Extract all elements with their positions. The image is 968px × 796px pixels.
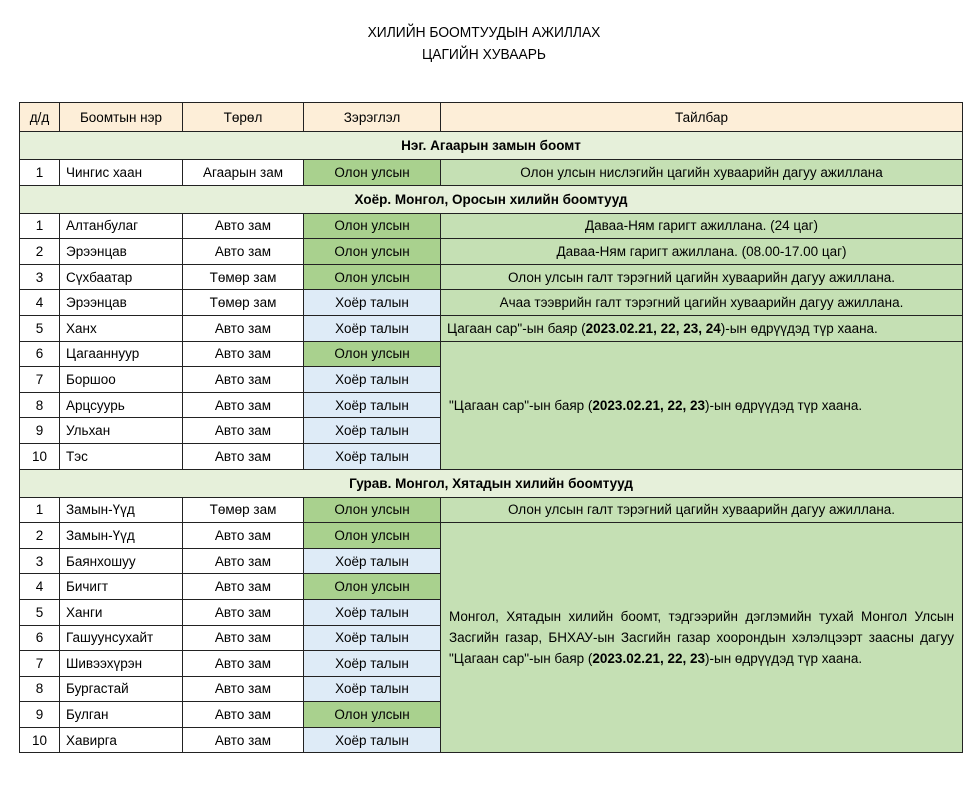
port-level: Олон улсын bbox=[304, 574, 441, 600]
port-level: Хоёр талын bbox=[304, 548, 441, 574]
port-note: Олон улсын нислэгийн цагийн хуваарийн дагуу ажиллана bbox=[441, 160, 963, 186]
note-text: "Цагаан сар"-ын баяр ( bbox=[449, 397, 593, 413]
note-dates: 2023.02.21, 22, 23, 24 bbox=[585, 320, 721, 336]
row-number: 6 bbox=[20, 341, 60, 367]
port-name: Хавирга bbox=[60, 727, 183, 753]
header-note: Тайлбар bbox=[441, 103, 963, 132]
port-level: Хоёр талын bbox=[304, 599, 441, 625]
port-name: Боршоо bbox=[60, 367, 183, 393]
port-type: Авто зам bbox=[183, 239, 304, 265]
row-number: 6 bbox=[20, 625, 60, 651]
port-name: Арцсуурь bbox=[60, 392, 183, 418]
document-title bbox=[39, 22, 930, 66]
port-level: Олон улсын bbox=[304, 497, 441, 523]
port-name: Эрээнцав bbox=[60, 290, 183, 316]
port-level: Хоёр талын bbox=[304, 367, 441, 393]
port-note: Олон улсын галт тэрэгний цагийн хуваарийн дагуу ажиллана. bbox=[441, 497, 963, 523]
row-number: 4 bbox=[20, 290, 60, 316]
port-note: Ачаа тээврийн галт тэрэгний цагийн хуваарийн дагуу ажиллана. bbox=[441, 290, 963, 316]
table-row bbox=[20, 315, 963, 341]
section-heading-row bbox=[20, 185, 963, 213]
port-name: Алтанбулаг bbox=[60, 213, 183, 239]
section-heading: Гурав. Монгол, Хятадын хилийн боомтууд bbox=[20, 469, 963, 497]
header-type: Төрөл bbox=[183, 103, 304, 132]
port-level: Хоёр талын bbox=[304, 392, 441, 418]
port-note: Олон улсын галт тэрэгний цагийн хуваарийн дагуу ажиллана. bbox=[441, 264, 963, 290]
note-text: )-ын өдрүүдэд түр хаана. bbox=[705, 651, 863, 667]
row-number: 3 bbox=[20, 264, 60, 290]
header-number: д/д bbox=[20, 103, 60, 132]
port-type: Авто зам bbox=[183, 367, 304, 393]
row-number: 8 bbox=[20, 676, 60, 702]
port-name: Ханх bbox=[60, 315, 183, 341]
port-level: Хоёр талын bbox=[304, 651, 441, 677]
port-level: Олон улсын bbox=[304, 523, 441, 549]
note-text: )-ын өдрүүдэд түр хаана. bbox=[705, 397, 863, 413]
port-type: Авто зам bbox=[183, 727, 304, 753]
row-number: 1 bbox=[20, 213, 60, 239]
port-level: Хоёр талын bbox=[304, 443, 441, 469]
table-row bbox=[20, 341, 963, 367]
port-level: Олон улсын bbox=[304, 702, 441, 728]
port-name: Ханги bbox=[60, 599, 183, 625]
row-number: 2 bbox=[20, 239, 60, 265]
row-number: 5 bbox=[20, 315, 60, 341]
port-type: Төмөр зам bbox=[183, 497, 304, 523]
port-note bbox=[441, 341, 963, 469]
table-row bbox=[20, 497, 963, 523]
header-level: Зэрэглэл bbox=[304, 103, 441, 132]
port-type: Авто зам bbox=[183, 213, 304, 239]
port-name: Бичигт bbox=[60, 574, 183, 600]
table-header-row bbox=[20, 103, 963, 132]
port-name: Замын-Үүд bbox=[60, 523, 183, 549]
table-row bbox=[20, 523, 963, 549]
port-type: Төмөр зам bbox=[183, 264, 304, 290]
note-text: Цагаан сар"-ын баяр ( bbox=[447, 320, 586, 336]
port-note: Даваа-Ням гаригт ажиллана. (24 цаг) bbox=[441, 213, 963, 239]
row-number: 9 bbox=[20, 418, 60, 444]
row-number: 1 bbox=[20, 497, 60, 523]
section-heading-row bbox=[20, 132, 963, 160]
port-level: Олон улсын bbox=[304, 213, 441, 239]
row-number: 10 bbox=[20, 443, 60, 469]
port-name: Эрээнцав bbox=[60, 239, 183, 265]
port-type: Авто зам bbox=[183, 676, 304, 702]
port-type: Авто зам bbox=[183, 651, 304, 677]
port-level: Хоёр талын bbox=[304, 676, 441, 702]
port-level: Хоёр талын bbox=[304, 625, 441, 651]
port-level: Хоёр талын bbox=[304, 727, 441, 753]
port-note bbox=[441, 315, 963, 341]
row-number: 7 bbox=[20, 651, 60, 677]
table-row bbox=[20, 290, 963, 316]
port-name: Тэс bbox=[60, 443, 183, 469]
port-type: Авто зам bbox=[183, 702, 304, 728]
header-port-name: Боомтын нэр bbox=[60, 103, 183, 132]
port-level: Хоёр талын bbox=[304, 290, 441, 316]
port-note bbox=[441, 523, 963, 753]
port-level: Олон улсын bbox=[304, 341, 441, 367]
port-name: Цагааннуур bbox=[60, 341, 183, 367]
table-row bbox=[20, 239, 963, 265]
port-level: Олон улсын bbox=[304, 264, 441, 290]
port-type: Авто зам bbox=[183, 548, 304, 574]
port-level: Хоёр талын bbox=[304, 418, 441, 444]
row-number: 4 bbox=[20, 574, 60, 600]
port-note: Даваа-Ням гаригт ажиллана. (08.00-17.00 цаг) bbox=[441, 239, 963, 265]
port-type: Авто зам bbox=[183, 418, 304, 444]
port-type: Төмөр зам bbox=[183, 290, 304, 316]
port-level: Хоёр талын bbox=[304, 315, 441, 341]
port-type: Авто зам bbox=[183, 574, 304, 600]
section-heading: Хоёр. Монгол, Оросын хилийн боомтууд bbox=[20, 185, 963, 213]
port-name: Чингис хаан bbox=[60, 160, 183, 186]
port-name: Шивээхүрэн bbox=[60, 651, 183, 677]
border-ports-table bbox=[19, 102, 963, 753]
port-name: Булган bbox=[60, 702, 183, 728]
port-type: Авто зам bbox=[183, 341, 304, 367]
row-number: 1 bbox=[20, 160, 60, 186]
row-number: 7 bbox=[20, 367, 60, 393]
port-name: Сүхбаатар bbox=[60, 264, 183, 290]
title-line-1: ХИЛИЙН БООМТУУДЫН АЖИЛЛАХ bbox=[367, 24, 601, 41]
note-dates: 2023.02.21, 22, 23 bbox=[592, 397, 706, 413]
port-type: Авто зам bbox=[183, 599, 304, 625]
port-name: Баянхошуу bbox=[60, 548, 183, 574]
row-number: 2 bbox=[20, 523, 60, 549]
port-name: Бургастай bbox=[60, 676, 183, 702]
port-type: Авто зам bbox=[183, 625, 304, 651]
table-row bbox=[20, 213, 963, 239]
port-type: Авто зам bbox=[183, 523, 304, 549]
table-row bbox=[20, 264, 963, 290]
title-line-2: ЦАГИЙН ХУВААРЬ bbox=[422, 46, 546, 63]
section-heading: Нэг. Агаарын замын боомт bbox=[20, 132, 963, 160]
port-type: Авто зам bbox=[183, 315, 304, 341]
row-number: 10 bbox=[20, 727, 60, 753]
port-name: Ульхан bbox=[60, 418, 183, 444]
row-number: 8 bbox=[20, 392, 60, 418]
port-type: Авто зам bbox=[183, 443, 304, 469]
port-name: Замын-Үүд bbox=[60, 497, 183, 523]
port-name: Гашуунсухайт bbox=[60, 625, 183, 651]
port-level: Олон улсын bbox=[304, 239, 441, 265]
row-number: 9 bbox=[20, 702, 60, 728]
note-dates: 2023.02.21, 22, 23 bbox=[592, 651, 706, 667]
table-row bbox=[20, 160, 963, 186]
port-type: Агаарын зам bbox=[183, 160, 304, 186]
row-number: 3 bbox=[20, 548, 60, 574]
note-text: )-ын өдрүүдэд түр хаана. bbox=[720, 320, 878, 336]
section-heading-row bbox=[20, 469, 963, 497]
port-level: Олон улсын bbox=[304, 160, 441, 186]
port-type: Авто зам bbox=[183, 392, 304, 418]
note-text: Монгол, Хятадын хилийн боомт, тэдгээрийн дэглэмийн тухай Монгол Улсын Засгийн газар, БНХАУ-ын Засгийн газар хоорондын хэлэлцээрт заасны дагуу "Цагаан сар"-ын баяр ( bbox=[449, 609, 954, 667]
row-number: 5 bbox=[20, 599, 60, 625]
